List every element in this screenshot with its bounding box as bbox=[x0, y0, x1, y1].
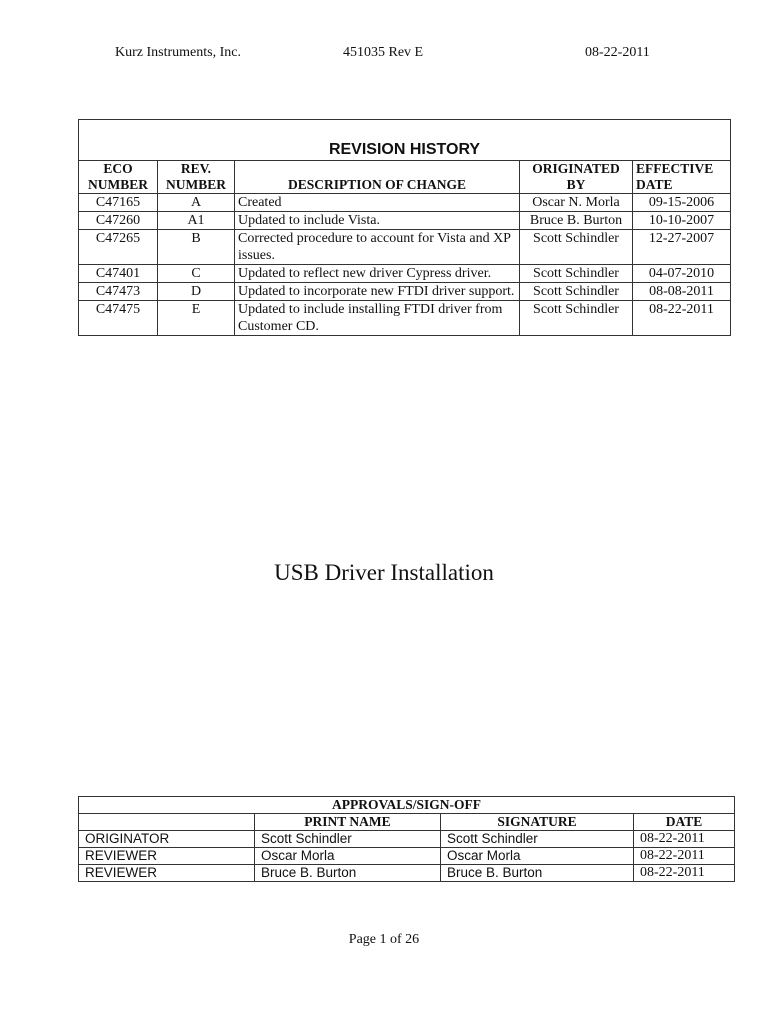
orig-cell: Scott Schindler bbox=[520, 283, 633, 301]
date-cell: 08-22-2011 bbox=[634, 848, 735, 865]
date-cell: 08-22-2011 bbox=[634, 865, 735, 882]
desc-cell: Updated to include Vista. bbox=[235, 212, 520, 230]
rev-cell: D bbox=[158, 283, 235, 301]
header-doc-number: 451035 Rev E bbox=[343, 45, 424, 60]
date-cell: 10-10-2007 bbox=[633, 212, 731, 230]
col-originated-by: ORIGINATED BY bbox=[520, 161, 633, 194]
eco-cell: C47475 bbox=[79, 301, 158, 336]
table-row bbox=[79, 283, 731, 301]
role-header bbox=[79, 814, 255, 831]
role-cell: REVIEWER bbox=[79, 865, 255, 882]
col-description: DESCRIPTION OF CHANGE bbox=[235, 161, 520, 194]
table-row bbox=[79, 865, 735, 882]
table-row bbox=[79, 265, 731, 283]
revision-header-row bbox=[79, 161, 731, 194]
approvals-table bbox=[78, 796, 735, 882]
header-date: 08-22-2011 bbox=[585, 45, 650, 60]
desc-cell: Updated to reflect new driver Cypress driver. bbox=[235, 265, 520, 283]
page-number: Page 1 of 26 bbox=[348, 932, 420, 947]
table-row bbox=[79, 848, 735, 865]
table-row bbox=[79, 831, 735, 848]
table-row bbox=[79, 230, 731, 265]
role-cell: ORIGINATOR bbox=[79, 831, 255, 848]
date-cell: 12-27-2007 bbox=[633, 230, 731, 265]
rev-cell: B bbox=[158, 230, 235, 265]
eco-cell: C47165 bbox=[79, 194, 158, 212]
date-cell: 04-07-2010 bbox=[633, 265, 731, 283]
signature-cell: Oscar Morla bbox=[441, 848, 634, 865]
date-cell: 08-22-2011 bbox=[634, 831, 735, 848]
orig-cell: Scott Schindler bbox=[520, 230, 633, 265]
orig-cell: Scott Schindler bbox=[520, 265, 633, 283]
col-rev-number: REV. NUMBER bbox=[158, 161, 235, 194]
desc-cell: Updated to incorporate new FTDI driver support. bbox=[235, 283, 520, 301]
rev-cell: E bbox=[158, 301, 235, 336]
print-name-cell: Scott Schindler bbox=[255, 831, 441, 848]
table-row bbox=[79, 194, 731, 212]
orig-cell: Scott Schindler bbox=[520, 301, 633, 336]
role-cell: REVIEWER bbox=[79, 848, 255, 865]
print-name-cell: Oscar Morla bbox=[255, 848, 441, 865]
table-row bbox=[79, 212, 731, 230]
revision-history-title: REVISION HISTORY bbox=[79, 120, 731, 161]
orig-cell: Bruce B. Burton bbox=[520, 212, 633, 230]
eco-cell: C47473 bbox=[79, 283, 158, 301]
date-cell: 08-08-2011 bbox=[633, 283, 731, 301]
rev-cell: A bbox=[158, 194, 235, 212]
col-effective-date: EFFECTIVE DATE bbox=[633, 161, 731, 194]
print-name-cell: Bruce B. Burton bbox=[255, 865, 441, 882]
header-company: Kurz Instruments, Inc. bbox=[115, 45, 241, 60]
approvals-header-row bbox=[79, 814, 735, 831]
orig-cell: Oscar N. Morla bbox=[520, 194, 633, 212]
rev-cell: C bbox=[158, 265, 235, 283]
eco-cell: C47401 bbox=[79, 265, 158, 283]
document-title: USB Driver Installation bbox=[274, 560, 494, 585]
col-eco-number: ECO NUMBER bbox=[79, 161, 158, 194]
date-cell: 09-15-2006 bbox=[633, 194, 731, 212]
approvals-title: APPROVALS/SIGN-OFF bbox=[79, 797, 735, 814]
desc-cell: Updated to include installing FTDI driver from Customer CD. bbox=[235, 301, 520, 336]
signature-cell: Bruce B. Burton bbox=[441, 865, 634, 882]
revision-history-table bbox=[78, 119, 731, 336]
col-signature: SIGNATURE bbox=[441, 814, 634, 831]
table-row bbox=[79, 301, 731, 336]
signature-cell: Scott Schindler bbox=[441, 831, 634, 848]
eco-cell: C47260 bbox=[79, 212, 158, 230]
rev-cell: A1 bbox=[158, 212, 235, 230]
col-print-name: PRINT NAME bbox=[255, 814, 441, 831]
eco-cell: C47265 bbox=[79, 230, 158, 265]
date-cell: 08-22-2011 bbox=[633, 301, 731, 336]
col-date: DATE bbox=[634, 814, 735, 831]
desc-cell: Created bbox=[235, 194, 520, 212]
desc-cell: Corrected procedure to account for Vista and XP issues. bbox=[235, 230, 520, 265]
